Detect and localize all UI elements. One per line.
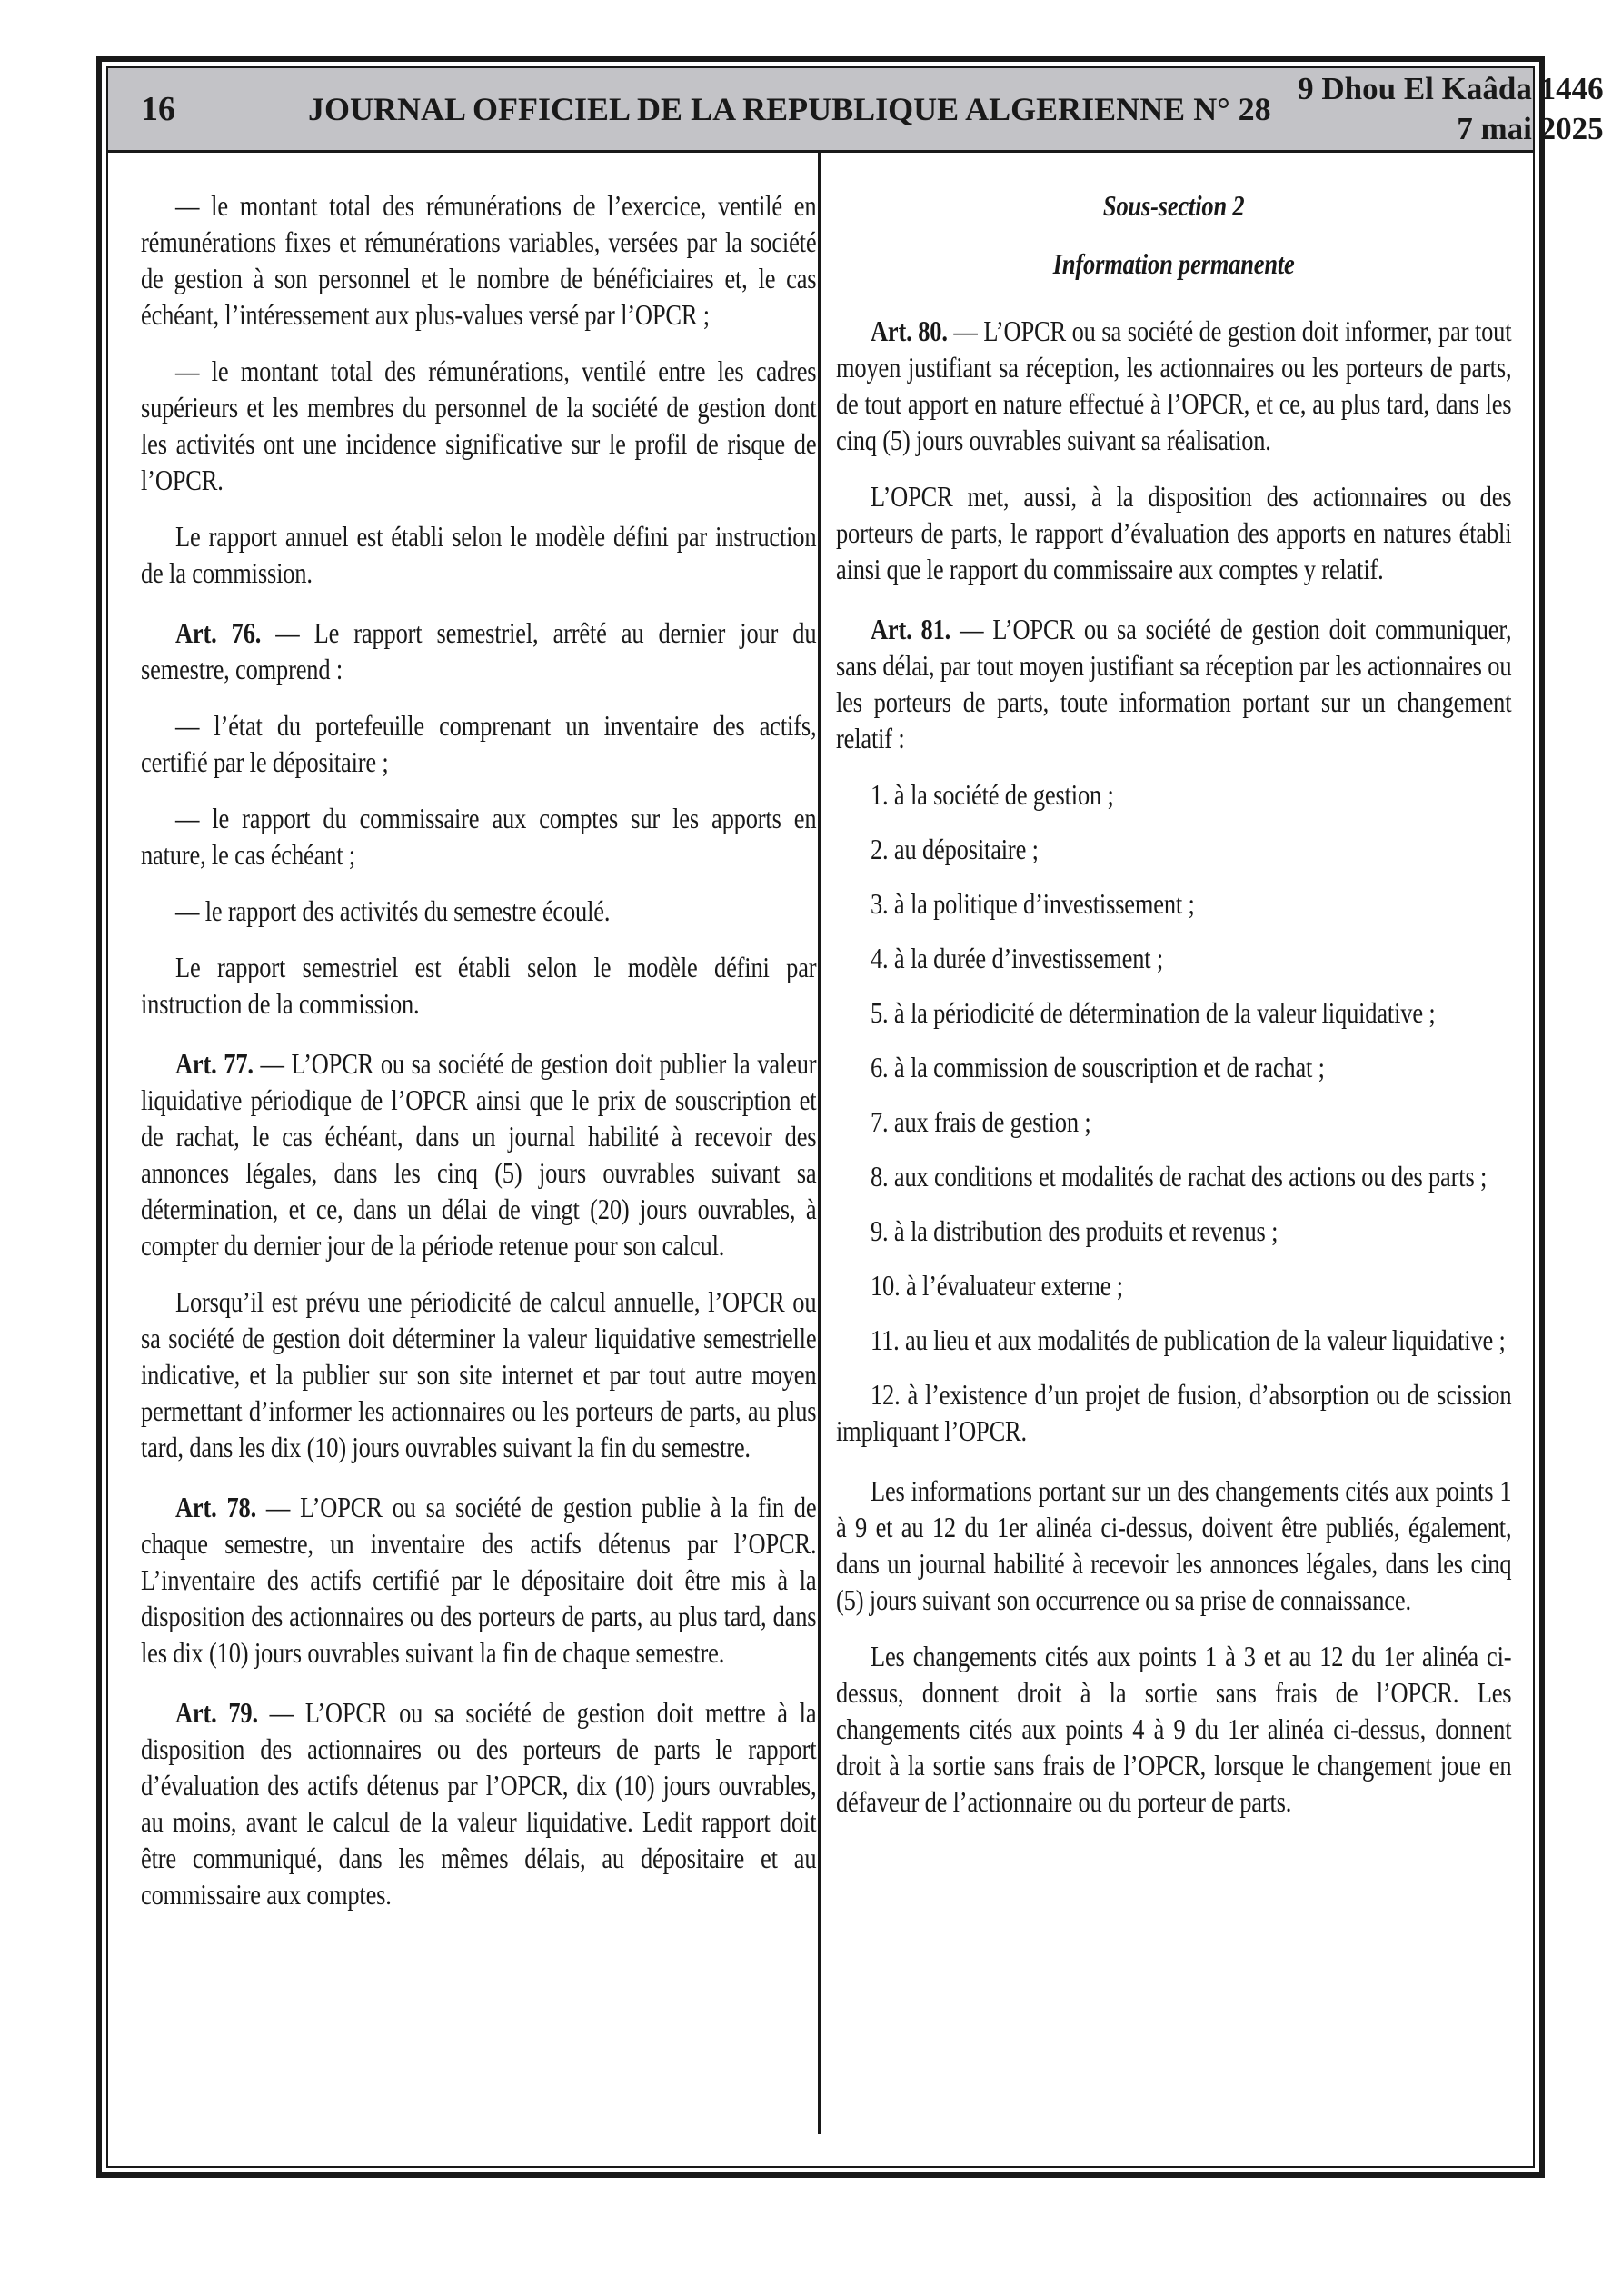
article-number: Art. 79. [174,1696,258,1729]
article-number: Art. 81. [870,613,951,645]
paragraph-text: 10. à l’évaluateur externe ; [870,1269,1123,1302]
paragraph-text: 6. à la commission de souscription et de rachat ; [870,1051,1325,1083]
paragraph [141,707,816,780]
paragraph [141,353,816,498]
paragraph [836,611,1511,756]
paragraph-text: — le montant total des rémunérations de l’exercice, ventilé en rémunérations fixes et rémunérations variables, versées par la société de gestion à son personnel et le nombre de bénéficiaires et, le cas échéant, l’intéressement aux plus-values versé par l’OPCR ; [141,189,817,331]
list-item [836,940,1511,976]
list-item [836,1267,1511,1303]
subsection-subtitle: Information permanente [1052,247,1295,280]
article-number: Art. 80. [870,314,948,347]
paragraph-text: — le rapport du commissaire aux comptes sur les apports en nature, le cas échéant ; [141,802,817,871]
paragraph-text: — L’OPCR ou sa société de gestion doit informer, par tout moyen justifiant sa réception, les actionnaires ou les porteurs de parts, de tout apport en nature effectué à l’OPCR, et ce, au plus tard, dans les cinq (5) jours ouvrables suivant sa réalisation. [836,314,1512,456]
paragraph [141,893,816,929]
article-number: Art. 78. [174,1491,257,1523]
paragraph-text: 3. à la politique d’investissement ; [870,887,1195,920]
paragraph [836,1638,1511,1820]
paragraph-text: L’OPCR met, aussi, à la disposition des actionnaires ou des porteurs de parts, le rapport d’évaluation des apports en natures établi ainsi que le rapport du commissaire aux comptes y relatif. [836,480,1512,585]
list-item [836,1158,1511,1194]
paragraph-text: — l’état du portefeuille comprenant un inventaire des actifs, certifié par le dépositaire ; [141,709,817,778]
paragraph-text: — Le rapport semestriel, arrêté au dernier jour du semestre, comprend : [141,616,817,685]
paragraph-text: 9. à la distribution des produits et revenus ; [870,1214,1279,1247]
paragraph [836,313,1511,458]
issue-dates [1271,69,1617,149]
page-number: 16 [141,90,175,128]
page-frame-inner [106,66,1604,2168]
list-item [836,776,1511,813]
paragraph [141,1489,816,1671]
paragraph-text: 5. à la périodicité de détermination de la valeur liquidative ; [870,996,1436,1029]
header-bar [108,68,1604,153]
paragraph [141,187,816,333]
list-item [836,1103,1511,1140]
paragraph [141,1283,816,1465]
article-number: Art. 77. [174,1047,254,1080]
paragraph-text: — L’OPCR ou sa société de gestion doit mettre à la disposition des actionnaires ou des porteurs de parts le rapport d’évaluation des actifs détenus par l’OPCR, dix (10) jours ouvrables, au moins, avant le calcul de la valeur liquidative. Ledit rapport doit être communiqué, dans les mêmes délais, au dépositaire et au commissaire aux comptes. [141,1696,817,1911]
paragraph [141,614,816,687]
hijri-date: 9 Dhou El Kaâda 1446 [1298,71,1604,106]
paragraph [836,1472,1511,1618]
paragraph-text: 8. aux conditions et modalités de rachat des actions ou des parts ; [870,1160,1488,1193]
column-divider [818,153,821,2134]
gregorian-date: 7 mai 2025 [1457,111,1604,146]
paragraph-text: 12. à l’existence d’un projet de fusion, d’absorption ou de scission impliquant l’OPCR. [836,1378,1512,1447]
list-item [836,1376,1511,1449]
subsection-title: Sous-section 2 [1102,189,1245,222]
left-column [141,153,816,1932]
paragraph-text: — L’OPCR ou sa société de gestion doit communiquer, sans délai, par tout moyen justifiant sa réception par les actionnaires ou les porteurs de parts, toute information portant sur un changement relatif : [836,613,1512,754]
list-item [836,1213,1511,1249]
paragraph [141,800,816,873]
right-column [836,153,1511,1840]
paragraph-text: Le rapport annuel est établi selon le modèle défini par instruction de la commission. [141,520,817,589]
paragraph [141,1045,816,1263]
paragraph-text: — L’OPCR ou sa société de gestion publie à la fin de chaque semestre, un inventaire des actifs détenus par l’OPCR. L’inventaire des actifs certifié par le dépositaire doit être mis à la disposition des actionnaires ou des porteurs de parts, au plus tard, dans les dix (10) jours ouvrables suivant la fin de chaque semestre. [141,1491,817,1669]
list-item [836,831,1511,867]
paragraph-text: Lorsqu’il est prévu une périodicité de calcul annuelle, l’OPCR ou sa société de gestion doit déterminer la valeur liquidative semestrielle indicative, et la publier sur son site internet et par tout autre moyen permettant d’informer les actionnaires ou les porteurs de parts, au plus tard, dans les dix (10) jours ouvrables suivant la fin du semestre. [141,1285,817,1463]
paragraph [141,1694,816,1912]
paragraph [141,949,816,1022]
page-frame [96,56,1604,2178]
paragraph-text: 4. à la durée d’investissement ; [870,942,1164,974]
paragraph-text: — L’OPCR ou sa société de gestion doit publier la valeur liquidative périodique de l’OPCR ainsi que le prix de souscription et de rachat, le cas échéant, dans un journal habilité à recevoir des annonces légales, dans les cinq (5) jours ouvrables suivant sa détermination, et ce, dans un délai de vingt (20) jours ouvrables, à compter du dernier jour de la période retenue pour son calcul. [141,1047,817,1262]
paragraph-text: Le rapport semestriel est établi selon le modèle défini par instruction de la commission. [141,951,817,1020]
page-content [108,153,1533,2166]
paragraph-text: Les changements cités aux points 1 à 3 et au 12 du 1er alinéa ci-dessus, donnent droit à la sortie sans frais de l’OPCR. Les changements cités aux points 4 à 9 du 1er alinéa ci-dessus, donnent droit à la sortie sans frais de l’OPCR, lorsque le changement joue en défaveur de l’actionnaire ou du porteur de parts. [836,1640,1512,1818]
paragraph-text: — le montant total des rémunérations, ventilé entre les cadres supérieurs et les membres du personnel de la société de gestion dont les activités ont une incidence significative sur le profil de risque de l’OPCR. [141,354,817,496]
paragraph [836,478,1511,587]
paragraph-text: — le rapport des activités du semestre écoulé. [174,894,611,927]
paragraph-text: 2. au dépositaire ; [870,833,1039,865]
paragraph-text: 7. aux frais de gestion ; [870,1105,1091,1138]
article-number: Art. 76. [174,616,262,649]
paragraph [141,518,816,591]
paragraph-text: Les informations portant sur un des changements cités aux points 1 à 9 et au 12 du 1er alinéa ci-dessus, doivent être publiés, également, dans un journal habilité à recevoir les annonces légales, dans les cinq (5) jours suivant son occurrence ou sa prise de connaissance. [836,1474,1512,1616]
list-item [836,1322,1511,1358]
paragraph-text: 11. au lieu et aux modalités de publication de la valeur liquidative ; [870,1323,1506,1356]
journal-title: JOURNAL OFFICIEL DE LA REPUBLIQUE ALGERIENNE N° 28 [308,91,1271,127]
list-item [836,885,1511,922]
list-item [836,1049,1511,1085]
paragraph-text: 1. à la société de gestion ; [870,778,1114,811]
list-item [836,994,1511,1031]
